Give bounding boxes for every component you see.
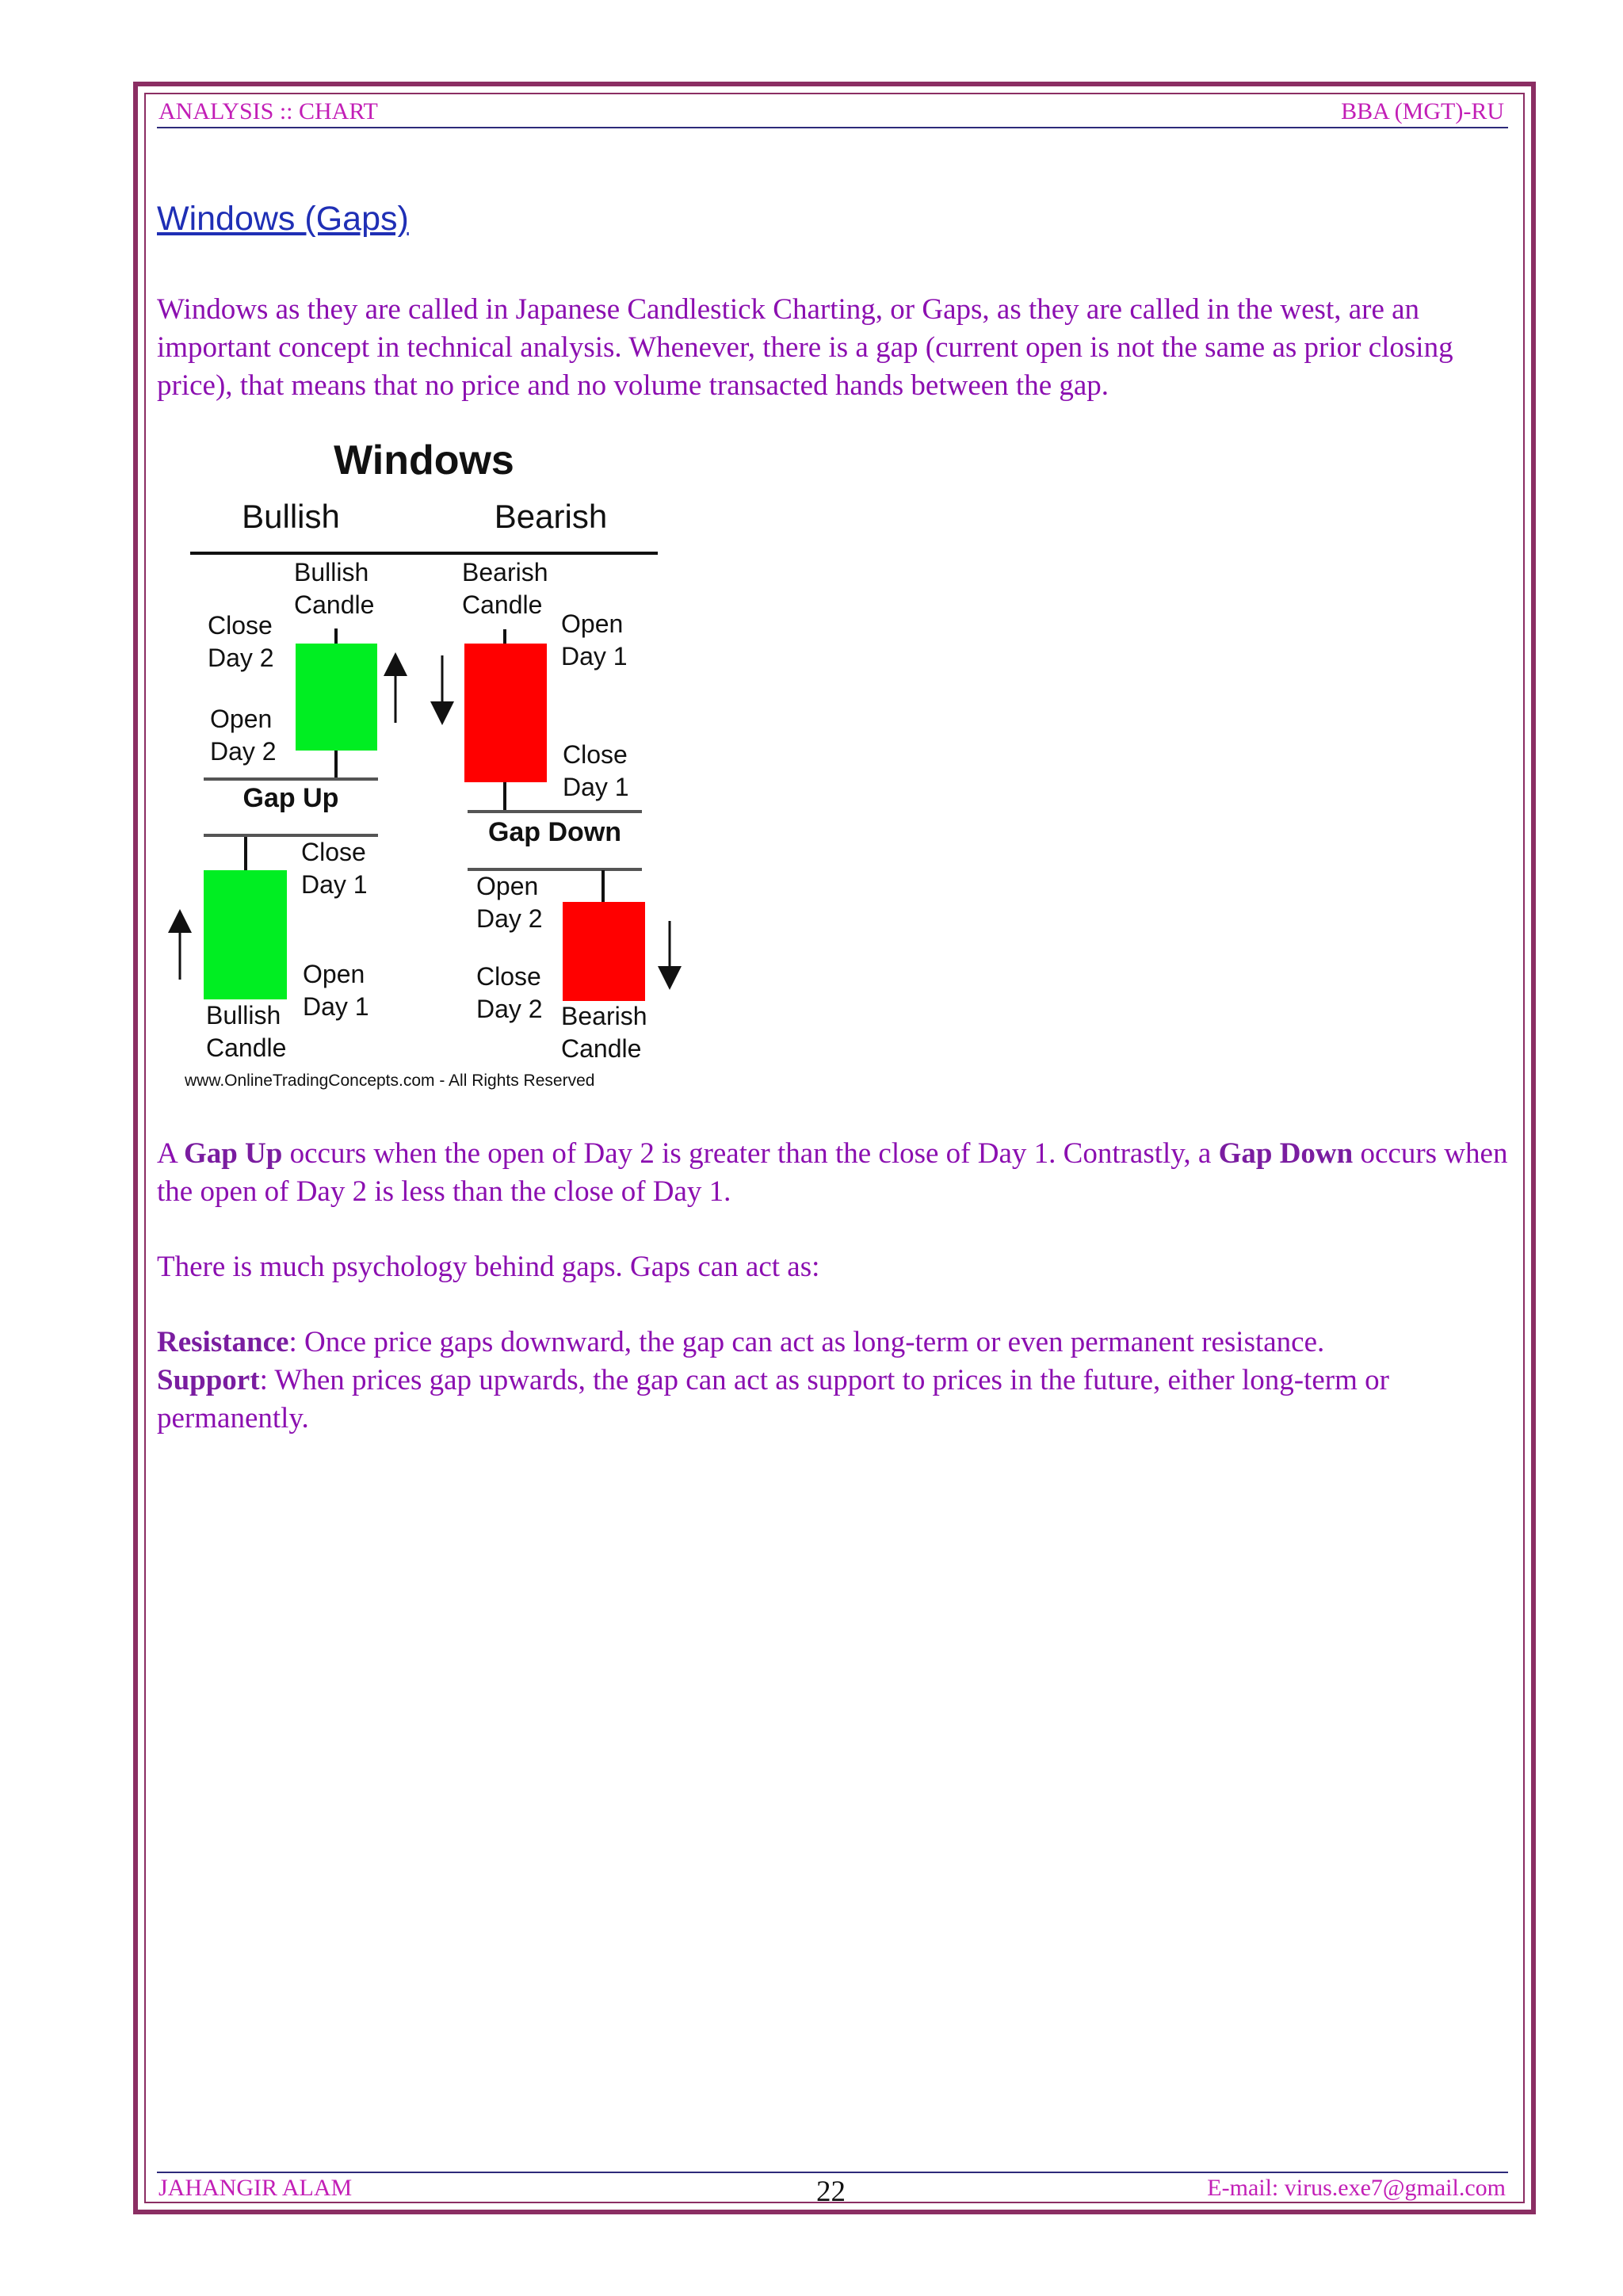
column-bullish: Bullish bbox=[242, 498, 340, 535]
candle-bullish-top bbox=[296, 644, 377, 751]
label-gd-candle: Candle bbox=[561, 1034, 642, 1063]
label-close-day2-b: Day 2 bbox=[208, 644, 274, 672]
label-gd-bearish: Bearish bbox=[561, 1002, 647, 1030]
p2-text-c: occurs when the open of Day 2 is less than the close of Day 1. bbox=[157, 1137, 1508, 1208]
label-gu-candle: Candle bbox=[206, 1033, 287, 1062]
page-number: 22 bbox=[816, 2176, 846, 2208]
term-gap-up: Gap Up bbox=[183, 1137, 283, 1170]
label-gu-close-day1-b: Day 1 bbox=[301, 870, 368, 899]
label-open-day1: Open bbox=[561, 609, 624, 638]
figure-title: Windows bbox=[334, 437, 514, 483]
candle-bearish-top bbox=[464, 644, 547, 782]
label-gu-bullish: Bullish bbox=[206, 1001, 281, 1030]
label-bearish-candle-2: Candle bbox=[462, 590, 543, 619]
term-gap-down: Gap Down bbox=[1218, 1137, 1354, 1170]
label-bullish-candle: Bullish bbox=[294, 558, 369, 586]
header-left: ANALYSIS :: CHART bbox=[158, 98, 378, 124]
psychology-paragraph: There is much psychology behind gaps. Gaps can act as: bbox=[157, 1251, 820, 1283]
resistance-text: : Once price gaps downward, the gap can act as long-term or even permanent resistance. bbox=[288, 1326, 1325, 1358]
header-right: BBA (MGT)-RU bbox=[1341, 98, 1504, 124]
label-gu-close-day1: Close bbox=[301, 838, 366, 866]
term-resistance: Resistance bbox=[157, 1326, 289, 1358]
footer-author: JAHANGIR ALAM bbox=[158, 2175, 353, 2201]
label-gd-close-day2: Close bbox=[476, 962, 541, 991]
section-title: Windows (Gaps) bbox=[157, 200, 409, 238]
label-close-day2: Close bbox=[208, 611, 273, 640]
header-rule bbox=[157, 127, 1508, 128]
label-bullish-candle-2: Candle bbox=[294, 590, 375, 619]
label-gu-open-day1-b: Day 1 bbox=[303, 992, 369, 1021]
p2-text-b: occurs when the open of Day 2 is greater than the close of Day 1. Contrastly, a bbox=[282, 1137, 1219, 1170]
candle-gapup bbox=[204, 870, 287, 999]
label-open-day2: Open bbox=[210, 705, 273, 733]
intro-paragraph: Windows as they are called in Japanese Candlestick Charting, or Gaps, as they are called in the west, are an important concept in technical analysis. Whenever, there is a gap (current open is not the same as prior closing price), that means that no price and no volume transacted hands between the gap. bbox=[157, 293, 1453, 402]
windows-figure bbox=[162, 436, 693, 1102]
footer-rule bbox=[157, 2172, 1508, 2173]
figure-credit: www.OnlineTradingConcepts.com - All Rights Reserved bbox=[185, 1072, 595, 1090]
p2-text-a: A bbox=[157, 1137, 184, 1170]
label-open-day2-b: Day 2 bbox=[210, 737, 277, 766]
candle-gapdown bbox=[563, 902, 645, 1001]
label-gd-open-day2-b: Day 2 bbox=[476, 904, 543, 933]
label-gap-up: Gap Up bbox=[242, 783, 339, 813]
column-bearish: Bearish bbox=[494, 498, 608, 535]
footer-email: E-mail: virus.exe7@gmail.com bbox=[1207, 2175, 1506, 2201]
label-close-day1: Close bbox=[563, 740, 628, 769]
label-gap-down: Gap Down bbox=[487, 817, 622, 847]
support-resistance-paragraph bbox=[157, 1324, 1514, 1438]
label-open-day1-b: Day 1 bbox=[561, 642, 628, 670]
label-close-day1-b: Day 1 bbox=[563, 773, 629, 801]
support-text: : When prices gap upwards, the gap can act as support to prices in the future, either long-term or permanently. bbox=[157, 1364, 1389, 1435]
label-gd-open-day2: Open bbox=[476, 872, 539, 900]
term-support: Support bbox=[157, 1364, 260, 1396]
gap-definition-paragraph bbox=[157, 1135, 1514, 1211]
label-bearish-candle: Bearish bbox=[462, 558, 548, 586]
label-gd-close-day2-b: Day 2 bbox=[476, 995, 543, 1023]
label-gu-open-day1: Open bbox=[303, 960, 365, 988]
